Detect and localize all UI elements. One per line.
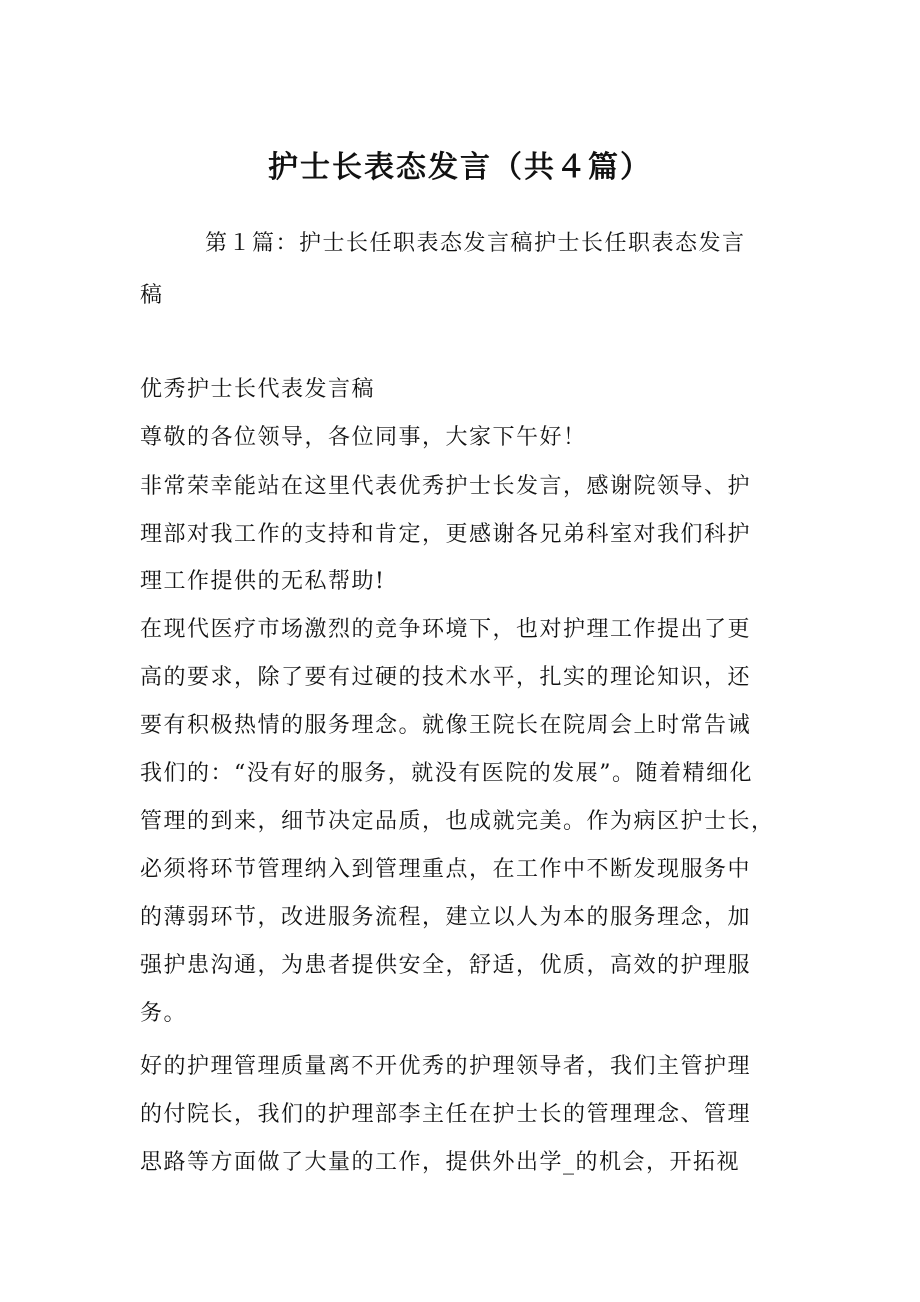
text-line: 思路等方面做了大量的工作，提供外出学_的机会，开拓视 (140, 1150, 741, 1175)
text-line: 管理的到来，细节决定品质，也成就完美。作为病区护士长， (140, 809, 775, 834)
text-line: 高的要求，除了要有过硬的技术水平，扎实的理论知识，还 (140, 665, 752, 690)
text-line: 优秀护士长代表发言稿 (140, 377, 376, 402)
text-line: 非常荣幸能站在这里代表优秀护士长发言，感谢院领导、护 (140, 474, 752, 499)
text-line: 在现代医疗市场激烈的竞争环境下，也对护理工作提出了更 (140, 617, 752, 642)
chapter-heading-line-2: 稿 (140, 283, 164, 308)
text-line: 理部对我工作的支持和肯定，更感谢各兄弟科室对我们科护 (140, 522, 752, 547)
text-line: 尊敬的各位领导，各位同事，大家下午好！ (140, 425, 587, 450)
text-line: 务。 (140, 1001, 188, 1026)
text-line: 的付院长，我们的护理部李主任在护士长的管理理念、管理 (140, 1102, 752, 1127)
text-line: 强护患沟通，为患者提供安全，舒适，优质，高效的护理服 (140, 953, 752, 978)
chapter-heading-line-1: 第１篇：护士长任职表态发言稿护士长任职表态发言 (205, 231, 746, 256)
document-title: 护士长表态发言（共４篇） (268, 150, 652, 185)
text-line: 要有积极热情的服务理念。就像王院长在院周会上时常告诫 (140, 713, 752, 738)
text-line: 的薄弱环节，改进服务流程，建立以人为本的服务理念，加 (140, 905, 752, 930)
text-line: 理工作提供的无私帮助! (140, 569, 386, 594)
text-line: 我们的：“没有好的服务，就没有医院的发展”。随着精细化 (140, 761, 753, 786)
text-line: 好的护理管理质量离不开优秀的护理领导者，我们主管护理 (140, 1054, 752, 1079)
text-line: 必须将环节管理纳入到管理重点，在工作中不断发现服务中 (140, 857, 752, 882)
